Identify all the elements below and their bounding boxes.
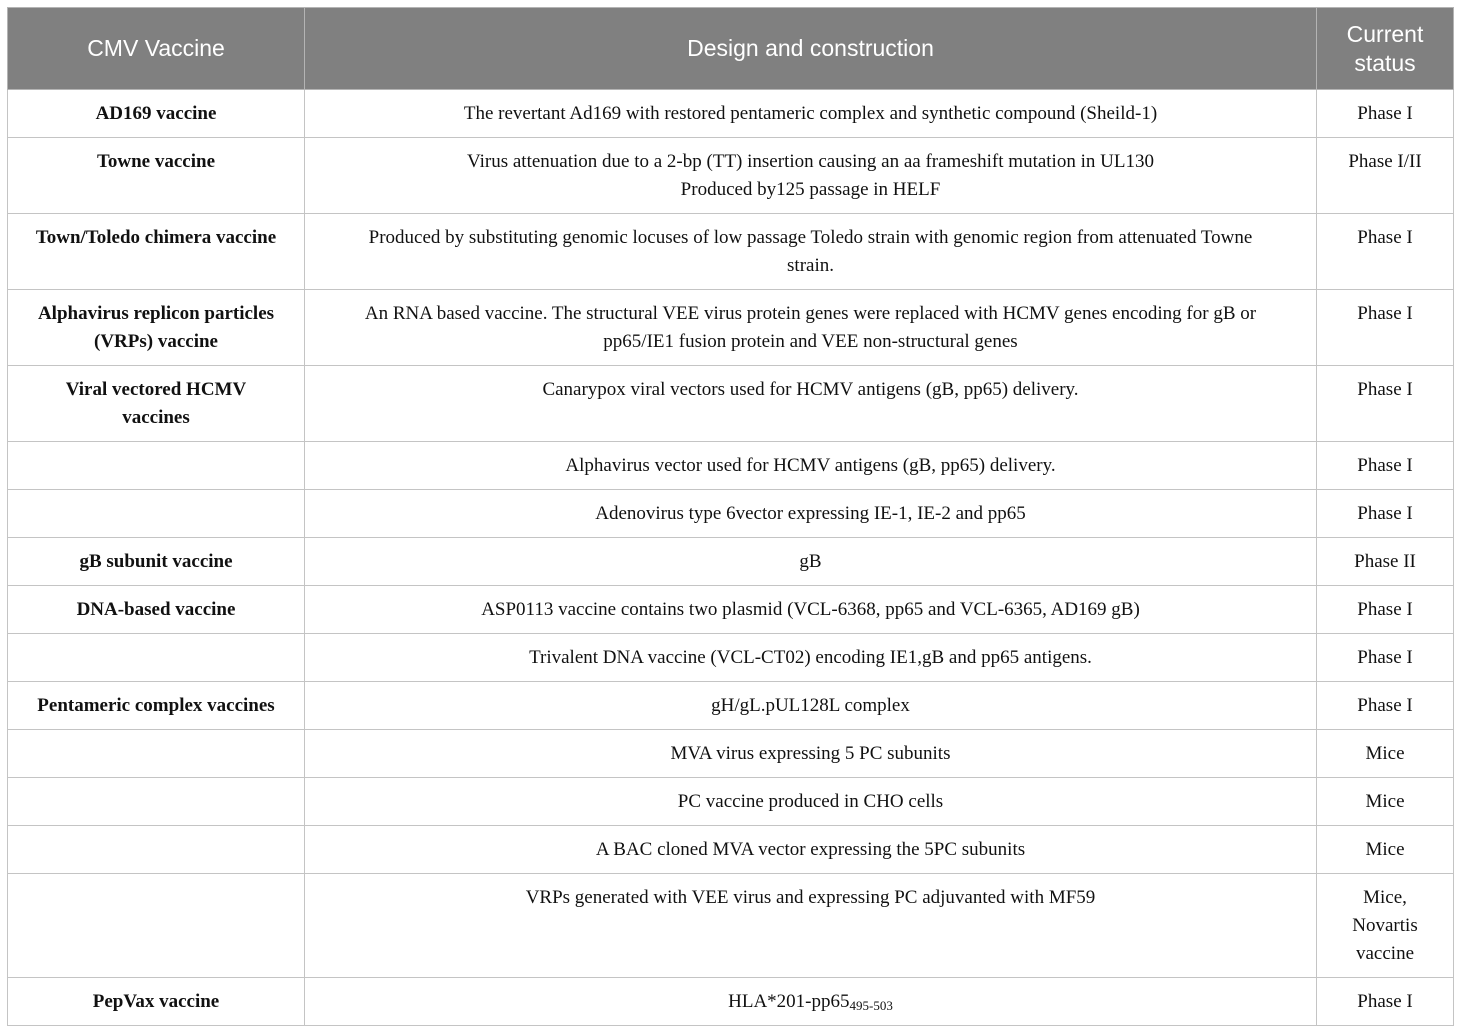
header-status: Current status [1317,8,1454,90]
design-cell: Virus attenuation due to a 2-bp (TT) insertion causing an aa frameshift mutation in UL130 Produced by125 passage in HELF [305,138,1317,214]
table-row [8,874,1454,978]
status-cell: Phase I [1317,290,1454,366]
design-cell: ASP0113 vaccine contains two plasmid (VCL-6368, pp65 and VCL-6365, AD169 gB) [305,586,1317,634]
vaccine-cell [8,778,305,826]
status-cell: Phase I [1317,586,1454,634]
status-cell: Mice [1317,778,1454,826]
vaccine-cell: Alphavirus replicon particles (VRPs) vaccine [8,290,305,366]
vaccine-cell [8,490,305,538]
status-cell: Phase I [1317,214,1454,290]
vaccine-cell: Towne vaccine [8,138,305,214]
table-row [8,538,1454,586]
design-cell: Adenovirus type 6vector expressing IE-1, IE-2 and pp65 [305,490,1317,538]
table-row [8,490,1454,538]
vaccine-cell [8,730,305,778]
vaccine-cell: Town/Toledo chimera vaccine [8,214,305,290]
vaccine-cell [8,442,305,490]
subscript-range: 495-503 [849,998,893,1013]
vaccine-table [7,7,1454,1026]
table-row [8,214,1454,290]
table-body [8,90,1454,978]
status-cell: Phase I [1317,682,1454,730]
table-row [8,682,1454,730]
vaccine-cell [8,826,305,874]
table-row [8,442,1454,490]
table-container [7,7,1453,1026]
design-cell: Trivalent DNA vaccine (VCL-CT02) encoding IE1,gB and pp65 antigens. [305,634,1317,682]
design-cell: gH/gL.pUL128L complex [305,682,1317,730]
status-cell: Phase I [1317,634,1454,682]
vaccine-cell [8,634,305,682]
design-cell: Alphavirus vector used for HCMV antigens (gB, pp65) delivery. [305,442,1317,490]
design-cell: VRPs generated with VEE virus and expressing PC adjuvanted with MF59 [305,874,1317,978]
table-row [8,90,1454,138]
vaccine-cell: Viral vectored HCMV vaccines [8,366,305,442]
design-cell: Canarypox viral vectors used for HCMV antigens (gB, pp65) delivery. [305,366,1317,442]
table-row [8,778,1454,826]
vaccine-cell: Pentameric complex vaccines [8,682,305,730]
header-design: Design and construction [305,8,1317,90]
table-row [8,634,1454,682]
status-cell: Mice, Novartis vaccine [1317,874,1454,978]
design-cell: gB [305,538,1317,586]
status-cell: Mice [1317,826,1454,874]
status-cell: Phase I [1317,978,1454,1026]
vaccine-cell: gB subunit vaccine [8,538,305,586]
design-cell: An RNA based vaccine. The structural VEE virus protein genes were replaced with HCMV genes encoding for gB or pp65/IE1 fusion protein and VEE non-structural genes [305,290,1317,366]
status-cell: Phase I [1317,90,1454,138]
vaccine-cell [8,874,305,978]
status-cell: Phase I [1317,490,1454,538]
table-row [8,826,1454,874]
design-cell: $HLA*201-pp65_{495-503}$ [305,978,1317,1026]
design-cell: PC vaccine produced in CHO cells [305,778,1317,826]
table-row [8,138,1454,214]
vaccine-cell: AD169 vaccine [8,90,305,138]
table-row [8,366,1454,442]
status-cell: Mice [1317,730,1454,778]
table-row [8,290,1454,366]
vaccine-cell: PepVax vaccine [8,978,305,1026]
table-row [8,978,1454,1026]
table-row [8,586,1454,634]
status-cell: Phase II [1317,538,1454,586]
design-cell: The revertant Ad169 with restored pentameric complex and synthetic compound (Sheild-1) [305,90,1317,138]
design-cell: A BAC cloned MVA vector expressing the 5PC subunits [305,826,1317,874]
design-cell: MVA virus expressing 5 PC subunits [305,730,1317,778]
design-cell: Produced by substituting genomic locuses of low passage Toledo strain with genomic region from attenuated Towne strain. [305,214,1317,290]
status-cell: Phase I/II [1317,138,1454,214]
header-vaccine: CMV Vaccine [8,8,305,90]
status-cell: Phase I [1317,366,1454,442]
header-row [8,8,1454,90]
table-row [8,730,1454,778]
vaccine-cell: DNA-based vaccine [8,586,305,634]
status-cell: Phase I [1317,442,1454,490]
